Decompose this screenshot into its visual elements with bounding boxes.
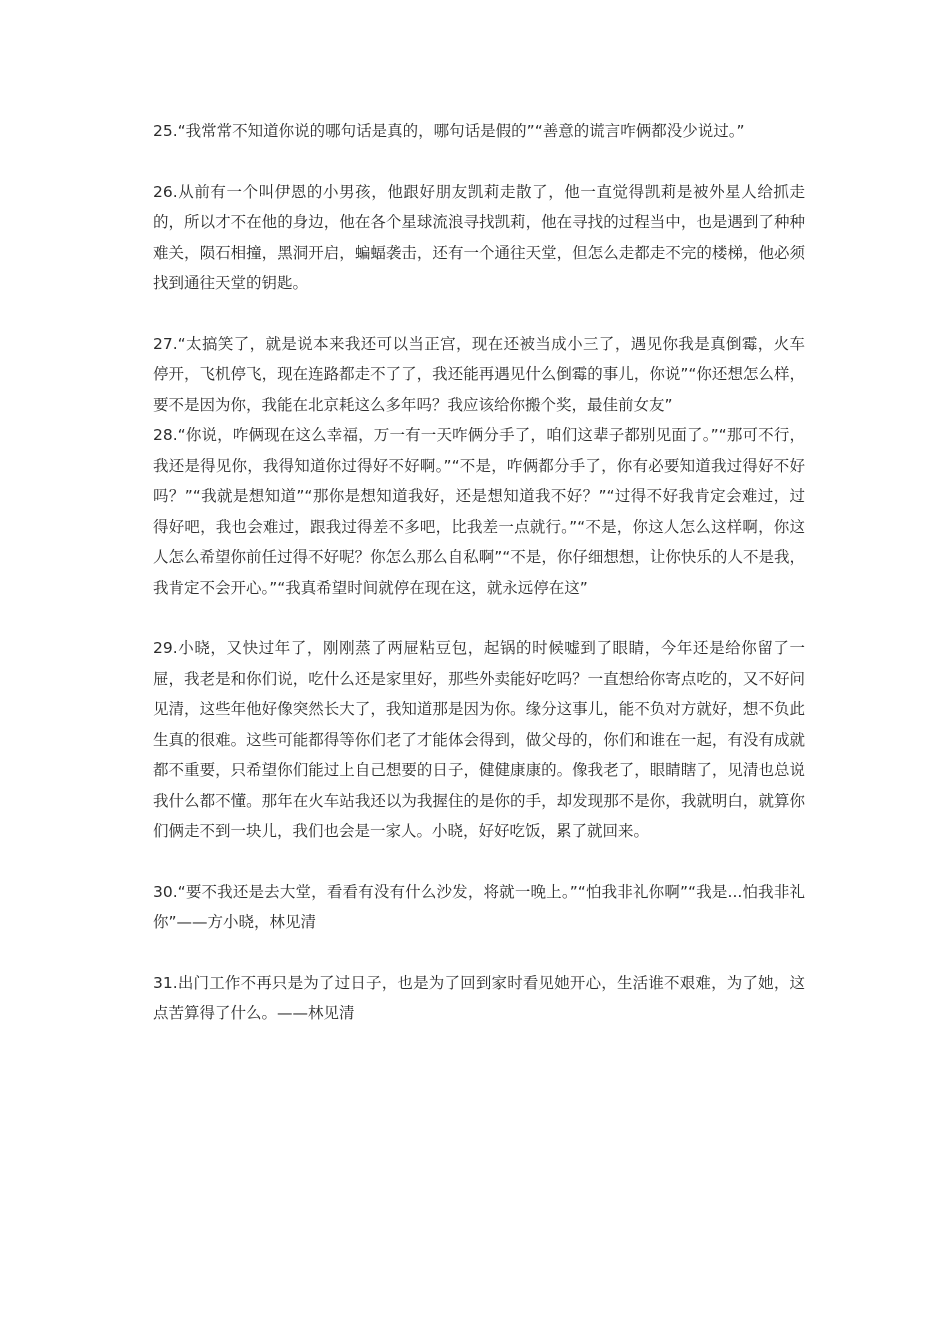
paragraph-27: 27.“太搞笑了，就是说本来我还可以当正宫，现在还被当成小三了，遇见你我是真倒霉，火车停开，飞机停飞，现在连路都走不了了，我还能再遇见什么倒霉的事儿，你说”“你还想怎么样，要不是因为你，我能在北京耗这么多年吗？我应该给你搬个奖，最佳前女友” bbox=[153, 334, 805, 414]
paragraph-25: 25.“我常常不知道你说的哪句话是真的，哪句话是假的”“善意的谎言咋俩都没少说过。” bbox=[153, 122, 745, 140]
paragraph-30: 30.“要不我还是去大堂，看看有没有什么沙发，将就一晚上。”“怕我非礼你啊”“我是...怕我非礼你”——方小晓，林见清 bbox=[153, 882, 805, 931]
paragraph-26: 26.从前有一个叫伊恩的小男孩，他跟好朋友凯莉走散了，他一直觉得凯莉是被外星人给抓走的，所以才不在他的身边，他在各个星球流浪寻找凯莉，他在寻找的过程当中，也是遇到了种种难关，陨石相撞，黑洞开启，蝙蝠袭击，还有一个通往天堂，但怎么走都走不完的楼梯，他必须找到通往天堂的钥匙。 bbox=[153, 182, 805, 292]
paragraph-31: 31.出门工作不再只是为了过日子，也是为了回到家时看见她开心，生活谁不艰难，为了她，这点苦算得了什么。——林见清 bbox=[153, 973, 805, 1022]
paragraph-28: 28.“你说，咋俩现在这么幸福，万一有一天咋俩分手了，咱们这辈子都别见面了。”“那可不行，我还是得见你，我得知道你过得好不好啊。”“不是，咋俩都分手了，你有必要知道我过得好不好吗？”“我就是想知道”“那你是想知道我好，还是想知道我不好？”“过得不好我肯定会难过，过得好吧，我也会难过，跟我过得差不多吧，比我差一点就行。”“不是，你这人怎么这样啊，你这人怎么希望你前任过得不好呢？你怎么那么自私啊”“不是，你仔细想想，让你快乐的人不是我，我肯定不会开心。”“我真希望时间就停在现在这，就永远停在这” bbox=[153, 426, 805, 597]
paragraph-29: 29.小晓，又快过年了，刚刚蒸了两屉粘豆包，起锅的时候嘘到了眼睛，今年还是给你留了一屉，我老是和你们说，吃什么还是家里好，那些外卖能好吃吗？一直想给你寄点吃的，又不好问见清，这些年他好像突然长大了，我知道那是因为你。缘分这事儿，能不负对方就好，想不负此生真的很难。这些可能都得等你们老了才能体会得到，做父母的，你们和谁在一起，有没有成就都不重要，只希望你们能过上自己想要的日子，健健康康的。像我老了，眼睛瞎了，见清也总说我什么都不懂。那年在火车站我还以为我握住的是你的手，却发现那不是你，我就明白，就算你们俩走不到一块儿，我们也会是一家人。小晓，好好吃饭，累了就回来。 bbox=[153, 639, 805, 840]
document-body bbox=[153, 116, 805, 1029]
